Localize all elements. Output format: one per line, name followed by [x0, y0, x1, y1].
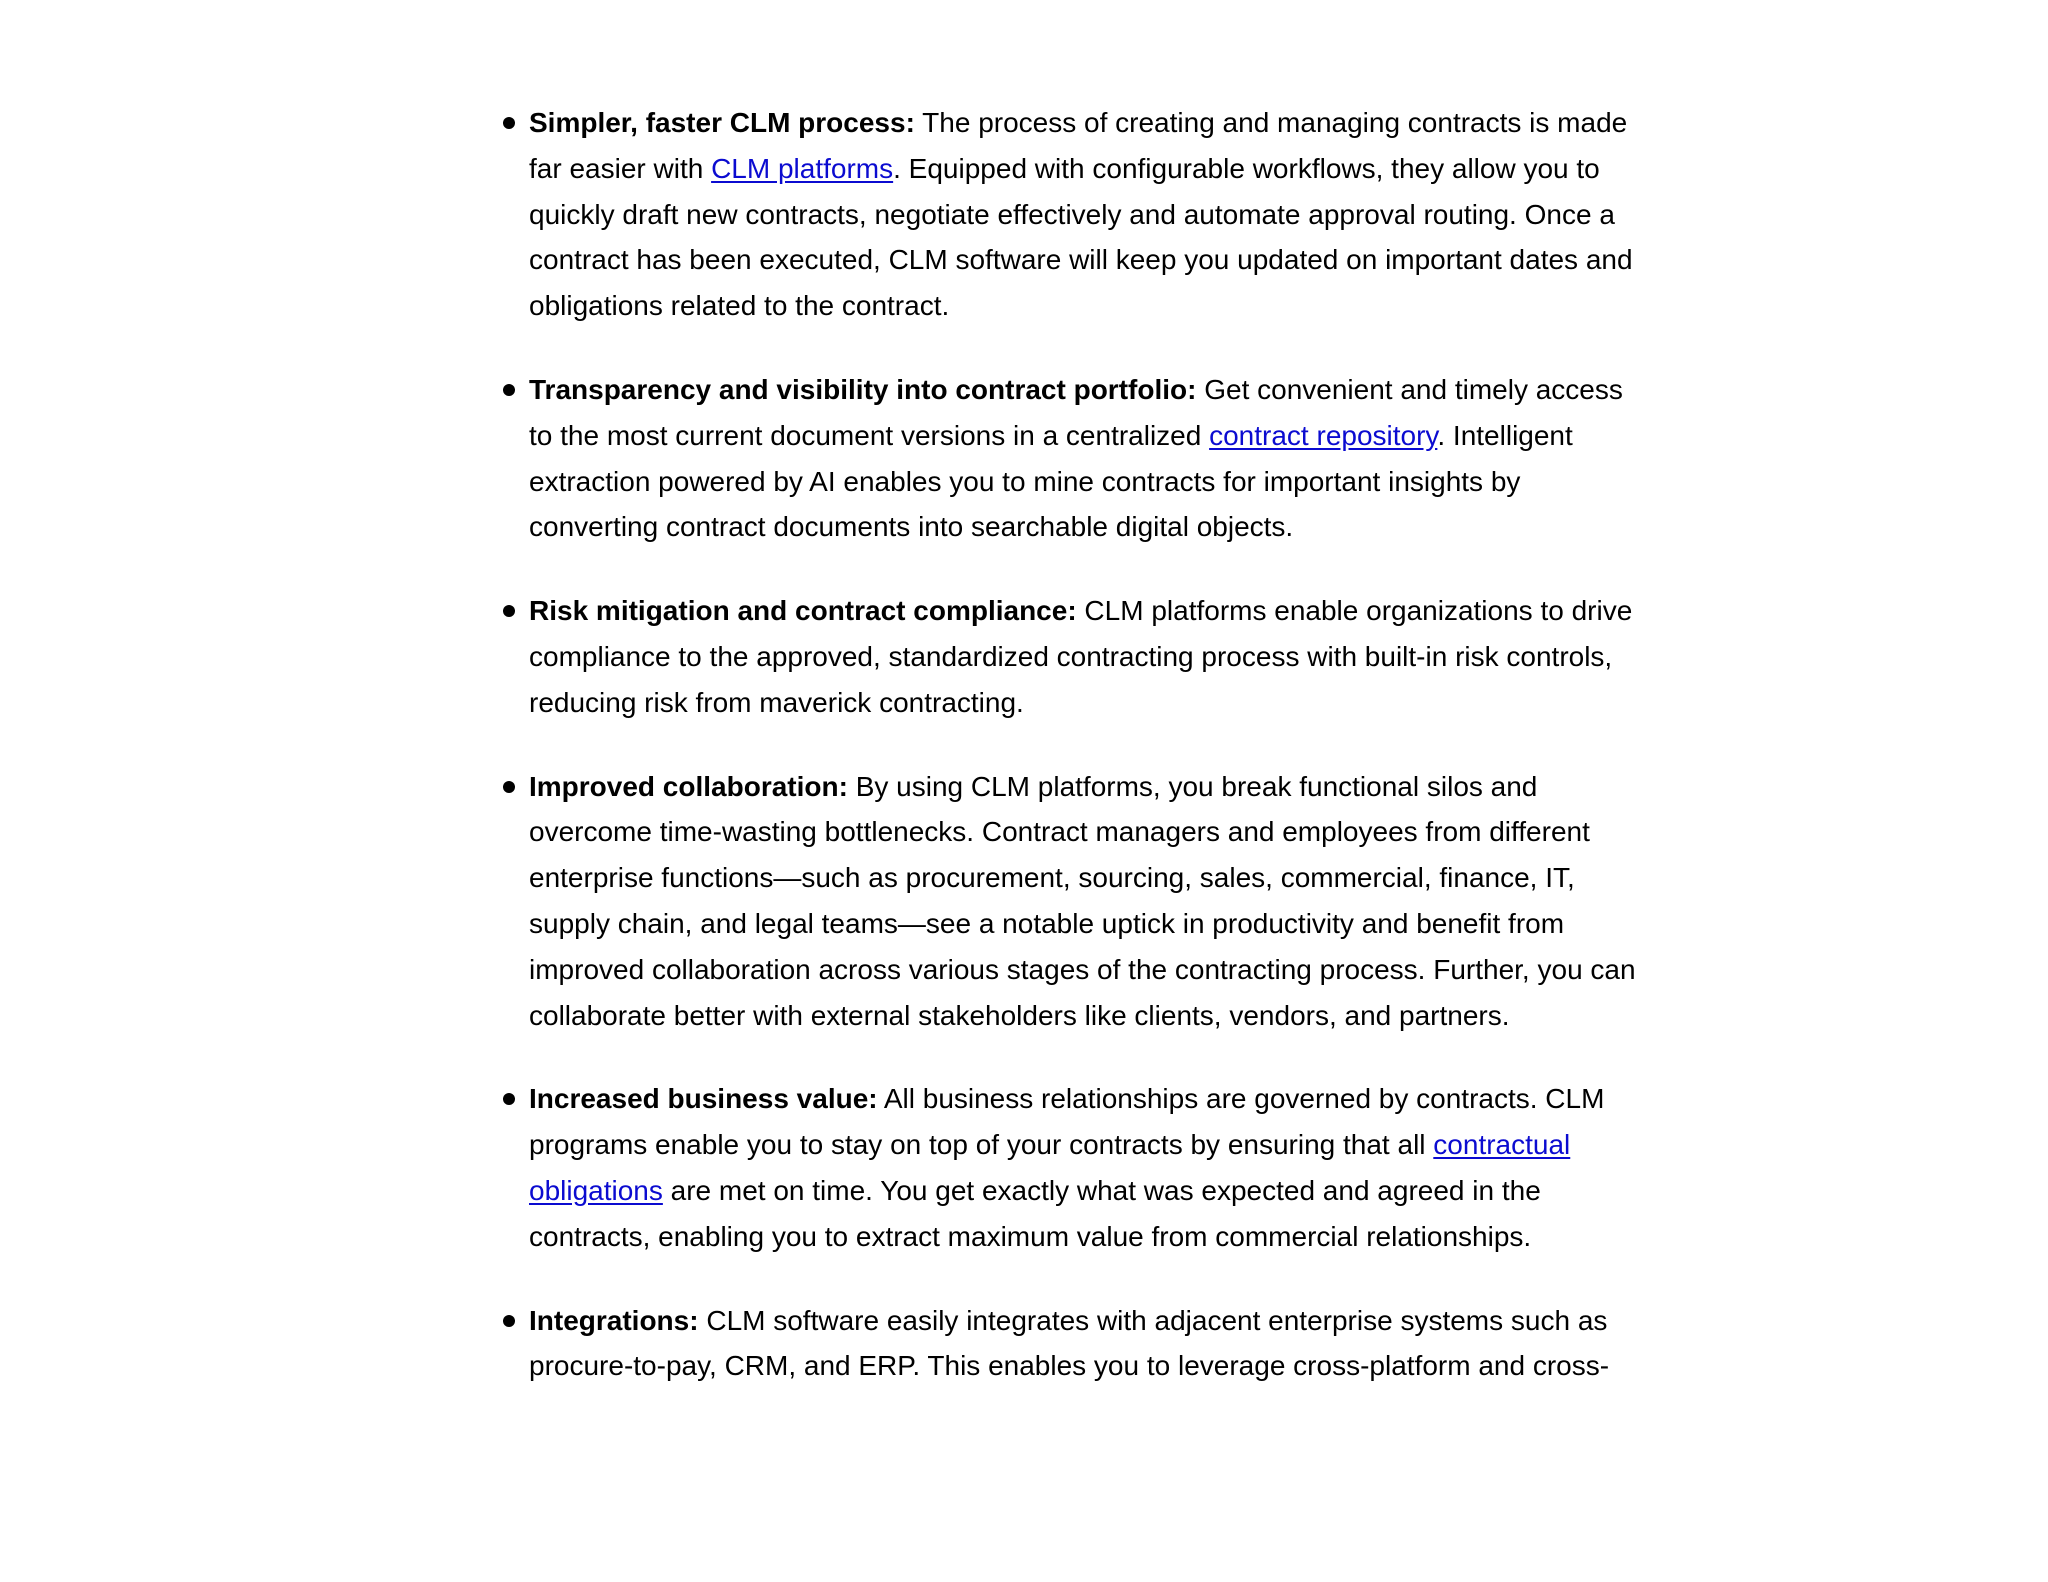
bullet-dot-icon — [503, 117, 515, 129]
bullet-lead: Transparency and visibility into contract portfolio: — [529, 373, 1197, 405]
bullet-increased-business-value — [503, 1076, 1638, 1259]
bullet-transparency-visibility — [503, 367, 1638, 550]
bullet-dot-icon — [503, 1093, 515, 1105]
bullet-text: The process of creating and managing contracts is made far easier with — [529, 107, 1628, 184]
bullet-lead: Integrations: — [529, 1304, 699, 1336]
bullet-dot-icon — [503, 781, 515, 793]
bullet-lead: Simpler, faster CLM process: — [529, 107, 915, 138]
contract-repository-link[interactable]: contract repository — [1209, 419, 1438, 451]
bullet-text: By using CLM platforms, you break functional silos and overcome time-wasting bottlenecks. Contract managers and employees from different enterprise functions—such as procurement, sourcing, sales, commercial, finance, IT, supply chain, and legal teams—see a notable uptick in productivity and benefit from improved collaboration across various stages of the contracting process. Further, you can collaborate better with external stakeholders like clients, vendors, and partners. — [529, 770, 1636, 1031]
bullet-lead: Risk mitigation and contract compliance: — [529, 595, 1077, 627]
bullet-dot-icon — [503, 384, 515, 396]
bullet-text: are met on time. You get exactly what was expected and agreed in the contracts, enabling you to extract maximum value from commercial relationships. — [529, 1174, 1541, 1252]
bullet-text: CLM platforms enable organizations to drive compliance to the approved, standardized contracting process with built-in risk controls, reducing risk from maverick contracting. — [529, 595, 1633, 718]
bullet-integrations — [503, 1298, 1638, 1390]
bullet-risk-mitigation — [503, 588, 1638, 725]
document-body — [503, 100, 1638, 1427]
bullet-simpler-faster-clm — [503, 100, 1638, 329]
bullet-text: Get convenient and timely access to the most current document versions in a centralized — [529, 373, 1623, 451]
bullet-text: CLM software easily integrates with adjacent enterprise systems such as procure-to-pay, CRM, and ERP. This enables you to leverage cross-platform and cross- — [529, 1304, 1610, 1382]
clm-platforms-link[interactable]: CLM platforms — [711, 152, 894, 184]
contractual-obligations-link[interactable]: contractual obligations — [529, 1129, 1571, 1206]
bullet-dot-icon — [503, 1315, 515, 1327]
bullet-text: . Intelligent extraction powered by AI enables you to mine contracts for important insights by converting contract documents into searchable digital objects. — [529, 419, 1573, 543]
bullet-text: All business relationships are governed by contracts. CLM programs enable you to stay on top of your contracts by ensuring that all — [529, 1083, 1605, 1161]
bullet-lead: Improved collaboration: — [529, 770, 848, 802]
bullet-text: . Equipped with configurable workflows, they allow you to quickly draft new contracts, negotiate effectively and automate approval routing. Once a contract has been executed, CLM software will keep you updated on important dates and obligations related to the contract. — [529, 152, 1633, 322]
bullet-dot-icon — [503, 605, 515, 617]
bullet-improved-collaboration — [503, 764, 1638, 1039]
bullet-lead: Increased business value: — [529, 1083, 878, 1115]
